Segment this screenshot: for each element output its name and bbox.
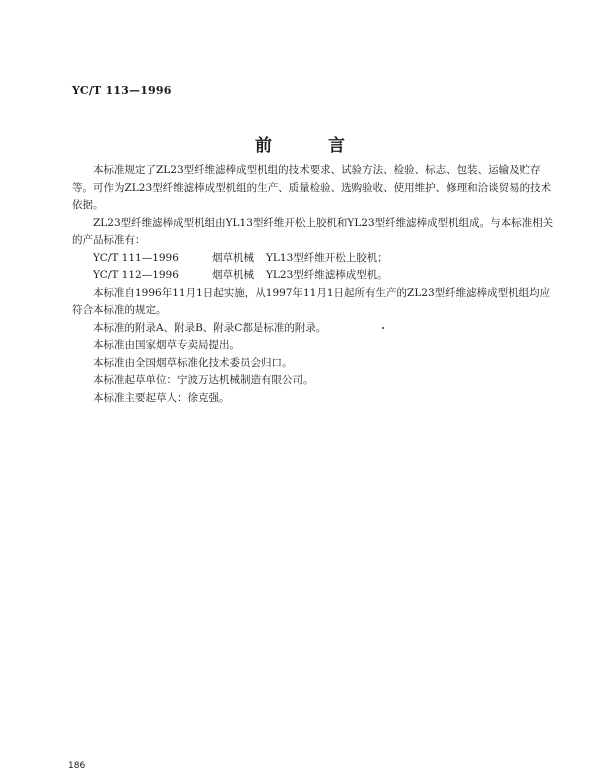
- related-standard-category: 烟草机械: [212, 251, 254, 264]
- paragraph-appendices: 本标准的附录A、附录B、附录C都是标准的附录。: [93, 321, 327, 334]
- page-title: [0, 131, 600, 156]
- related-standard-name: YL23型纤维滤棒成型机。: [266, 269, 388, 281]
- paragraph-drafting-unit: 本标准起草单位：宁波万达机械制造有限公司。: [93, 374, 314, 386]
- paragraph-administrator: 本标准由全国烟草标准化技术委员会归口。: [93, 356, 293, 369]
- related-standard-item: [72, 250, 558, 268]
- title-char-2: 言: [328, 136, 345, 156]
- related-standard-code: YC/T 112—1996: [93, 269, 179, 281]
- paragraph-proposer: 本标准由国家烟草专卖局提出。: [93, 339, 240, 351]
- related-standard-category: 烟草机械: [212, 269, 254, 281]
- paragraph-drafter: 本标准主要起草人：徐克强。: [93, 391, 230, 404]
- page-number: 186: [68, 761, 86, 771]
- related-standard-code: YC/T 111—1996: [93, 251, 179, 264]
- related-standard-name: YL13型纤维开松上胶机；: [266, 251, 388, 264]
- paragraph-scope: 本标准规定了ZL23型纤维滤棒成型机组的技术要求、试验方法、检验、标志、包装、运输及贮存等。可作为ZL23型纤维滤棒成型机组的生产、质量检验、选购验收、使用维护、修理和洽谈贸易的技术依据。: [72, 164, 552, 211]
- foreword-body: [72, 162, 558, 407]
- related-standard-item: [72, 267, 558, 285]
- standard-code: YC/T 113—1996: [72, 84, 172, 97]
- paragraph-composition: ZL23型纤维滤棒成型机组由YL13型纤维开松上胶机和YL23型纤维滤棒成型机组成。与本标准相关的产品标准有：: [72, 216, 554, 246]
- title-char-1: 前: [255, 136, 272, 156]
- scan-speck: [382, 327, 384, 329]
- paragraph-effective-date: 本标准自1996年11月1日起实施，从1997年11月1日起所有生产的ZL23型纤维滤棒成型机组均应符合本标准的规定。: [72, 286, 551, 316]
